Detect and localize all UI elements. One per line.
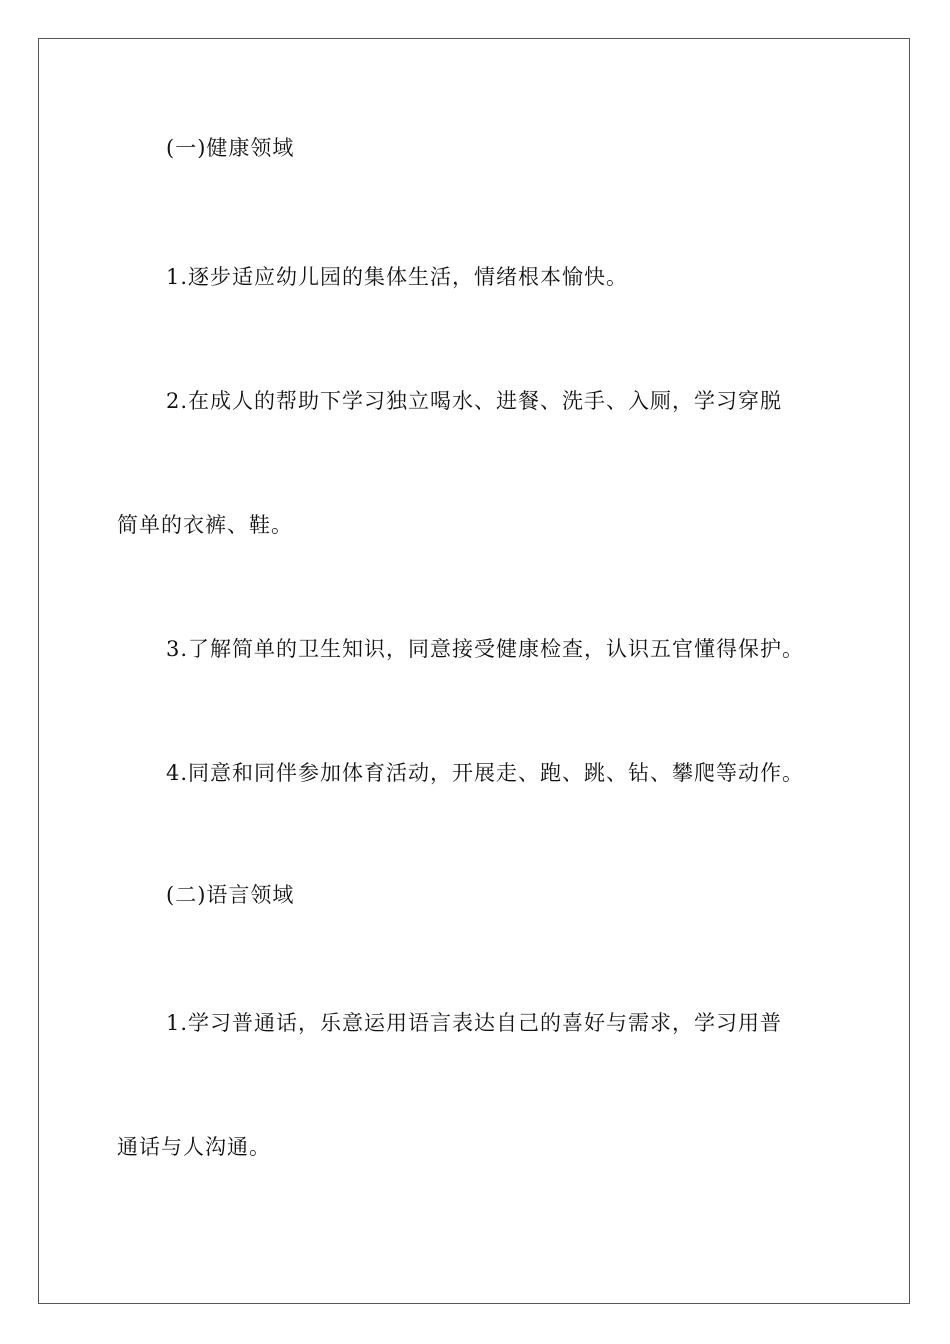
paragraph-language-1-continued: 通话与人沟通。	[117, 1135, 271, 1159]
page-frame	[38, 38, 910, 1304]
section-heading-language: (二)语言领域	[166, 883, 295, 907]
paragraph-health-2-continued: 简单的衣裤、鞋。	[117, 513, 293, 537]
paragraph-health-3: 3.了解简单的卫生知识，同意接受健康检查，认识五官懂得保护。	[166, 637, 805, 661]
paragraph-health-1: 1.逐步适应幼儿园的集体生活，情绪根本愉快。	[166, 265, 629, 289]
paragraph-health-2: 2.在成人的帮助下学习独立喝水、进餐、洗手、入厕，学习穿脱	[166, 389, 783, 413]
paragraph-health-4: 4.同意和同伴参加体育活动，开展走、跑、跳、钻、攀爬等动作。	[166, 761, 805, 785]
paragraph-language-1: 1.学习普通话，乐意运用语言表达自己的喜好与需求，学习用普	[166, 1011, 783, 1035]
section-heading-health: (一)健康领域	[166, 136, 295, 160]
